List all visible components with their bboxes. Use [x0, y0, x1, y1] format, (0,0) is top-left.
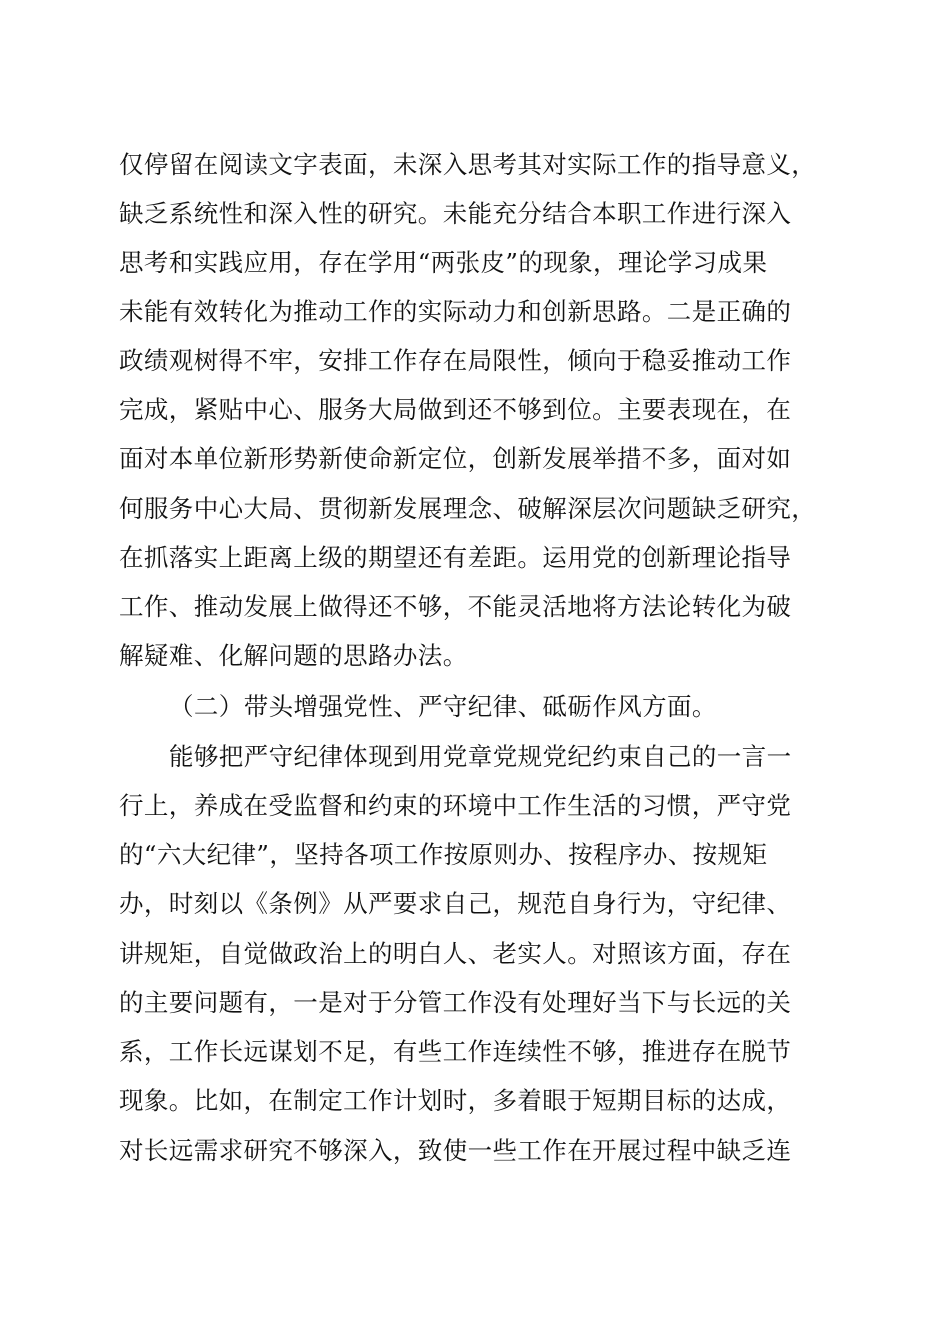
paragraph2-line-7: 系，工作长远谋划不足，有些工作连续性不够，推进存在脱节 [119, 1037, 792, 1066]
paragraph1-line-8: 何服务中心大局、贯彻新发展理念、破解深层次问题缺乏研究， [119, 494, 817, 523]
paragraph1-line-6: 完成，紧贴中心、服务大局做到还不够到位。主要表现在，在 [119, 395, 792, 424]
paragraph2-line-5: 讲规矩，自觉做政治上的明白人、老实人。对照该方面，存在 [119, 939, 792, 968]
section-heading: （二）带头增强党性、严守纪律、砥砺作风方面。 [169, 692, 717, 721]
paragraph2-line-3: 的“六大纪律”，坚持各项工作按原则办、按程序办、按规矩 [119, 840, 768, 869]
paragraph2-line-1: 能够把严守纪律体现到用党章党规党纪约束自己的一言一 [169, 742, 792, 771]
paragraph1-line-5: 政绩观树得不牢，安排工作存在局限性，倾向于稳妥推动工作 [119, 346, 792, 375]
paragraph1-line-7: 面对本单位新形势新使命新定位，创新发展举措不多，面对如 [119, 444, 792, 473]
paragraph2-line-9: 对长远需求研究不够深入，致使一些工作在开展过程中缺乏连 [119, 1136, 792, 1165]
paragraph1-line-4: 未能有效转化为推动工作的实际动力和创新思路。二是正确的 [119, 297, 792, 326]
paragraph1-line-2: 缺乏系统性和深入性的研究。未能充分结合本职工作进行深入 [119, 199, 792, 228]
paragraph2-line-6: 的主要问题有，一是对于分管工作没有处理好当下与长远的关 [119, 988, 792, 1017]
paragraph2-line-2: 行上，养成在受监督和约束的环境中工作生活的习惯，严守党 [119, 791, 792, 820]
paragraph1-line-10: 工作、推动发展上做得还不够，不能灵活地将方法论转化为破 [119, 592, 792, 621]
paragraph2-line-4: 办，时刻以《条例》从严要求自己，规范自身行为，守纪律、 [119, 889, 792, 918]
paragraph2-line-8: 现象。比如，在制定工作计划时，多着眼于短期目标的达成， [119, 1086, 792, 1115]
paragraph1-line-11: 解疑难、化解问题的思路办法。 [119, 641, 468, 670]
paragraph1-line-9: 在抓落实上距离上级的期望还有差距。运用党的创新理论指导 [119, 543, 792, 572]
paragraph1-line-3: 思考和实践应用，存在学用“两张皮”的现象，理论学习成果 [119, 248, 768, 277]
paragraph1-line-1: 仅停留在阅读文字表面，未深入思考其对实际工作的指导意义， [119, 150, 817, 179]
